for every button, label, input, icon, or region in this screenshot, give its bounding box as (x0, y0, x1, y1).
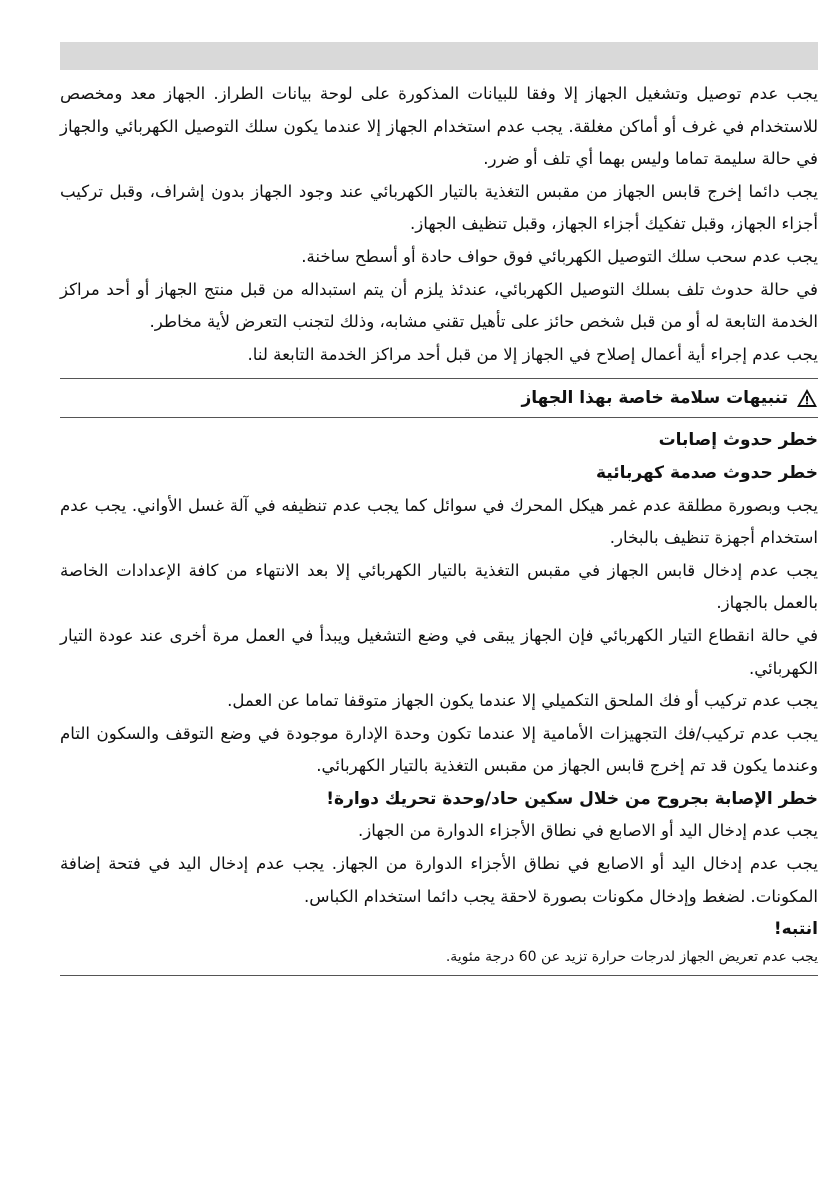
heading-cut-risk: خطر الإصابة بجروح من خلال سكين حاد/وحدة تحريك دوارة! (326, 788, 818, 809)
paragraph-feed-tube: يجب عدم إدخال اليد أو الاصابع في نطاق الأجزاء الدوارة من الجهاز. يجب عدم إدخال اليد في فتحة إضافة المكونات. لضغط وإدخال مكونات بصورة لاحقة يجب دائما استخدام الكباس. (60, 854, 818, 906)
heading-electric-shock: خطر حدوث صدمة كهربائية (595, 462, 818, 483)
paragraph-accessory: يجب عدم تركيب أو فك الملحق التكميلي إلا عندما يكون الجهاز متوقفا تماما عن العمل. (227, 691, 818, 711)
paragraph-power-failure: في حالة انقطاع التيار الكهربائي فإن الجهاز يبقى في وضع التشغيل ويبدأ في العمل مرة أخرى عند عودة التيار الكهربائي. (60, 625, 818, 678)
paragraph-front-attachments: يجب عدم تركيب/فك التجهيزات الأمامية إلا عندما تكون وحدة الإدارة موجودة في وضع التوقف والسكون التام وعندما يكون قد تم إخرج قابس الجهاز من مقبس التغذية بالتيار الكهربائي. (60, 723, 818, 776)
safety-section-title (60, 379, 818, 417)
header-bar (60, 42, 818, 70)
paragraph-unplug: يجب دائما إخرج قابس الجهاز من مقبس التغذية بالتيار الكهربائي عند وجود الجهاز بدون إشراف، وقبل تركيب أجزاء الجهاز، وقبل تفكيك أجزاء الجهاز، وقبل تنظيف الجهاز. (60, 181, 818, 234)
divider-bottom (60, 975, 818, 976)
paragraph-cable-edges: يجب عدم سحب سلك التوصيل الكهربائي فوق حواف حادة أو أسطح ساخنة. (301, 246, 818, 266)
heading-injury: خطر حدوث إصابات (658, 430, 818, 451)
paragraph-repairs: يجب عدم إجراء أية أعمال إصلاح في الجهاز إلا من قبل أحد مراكز الخدمة التابعة لنا. (247, 344, 818, 364)
safety-section-title-text: تنبيهات سلامة خاصة بهذا الجهاز (521, 388, 788, 409)
paragraph-rating-plate: يجب عدم توصيل وتشغيل الجهاز إلا وفقا للبيانات المذكورة على لوحة بيانات الطراز. الجهاز معد ومخصص للاستخدام في غرف أو أماكن مغلقة. يجب عدم استخدام الجهاز إلا عندما يكون سلك التوصيل الكهربائي والجهاز في حالة سليمة تماما وليس بهما أي تلف أو ضرر. (60, 84, 818, 169)
paragraph-rotating-parts: يجب عدم إدخال اليد أو الاصابع في نطاق الأجزاء الدوارة من الجهاز. (358, 821, 818, 841)
paragraph-plug-in-last: يجب عدم إدخال قابس الجهاز في مقبس التغذية بالتيار الكهربائي إلا بعد الانتهاء من كافة الإعدادات الخاصة بالعمل بالجهاز. (60, 560, 818, 613)
divider-title (60, 417, 818, 418)
paragraph-no-immersion: يجب وبصورة مطلقة عدم غمر هيكل المحرك في سوائل كما يجب عدم تنظيفه في آلة غسل الأواني. يجب عدم استخدام أجهزة تنظيف بالبخار. (60, 495, 818, 548)
paragraph-cable-damage: في حالة حدوث تلف بسلك التوصيل الكهربائي، عندئذ يلزم أن يتم استبداله من قبل منتج الجهاز أو أحد مراكز الخدمة التابعة له أو من قبل شخص حائز على تأهيل تقني مشابه، وذلك لتجنب التعرض لأية مخاطر. (60, 279, 818, 332)
warning-triangle-icon (796, 388, 818, 408)
manual-page (60, 42, 818, 976)
heading-caution: انتبه! (773, 919, 818, 940)
paragraph-temperature: يجب عدم تعريض الجهاز لدرجات حرارة تزيد عن 60 درجة مئوية. (445, 948, 818, 965)
